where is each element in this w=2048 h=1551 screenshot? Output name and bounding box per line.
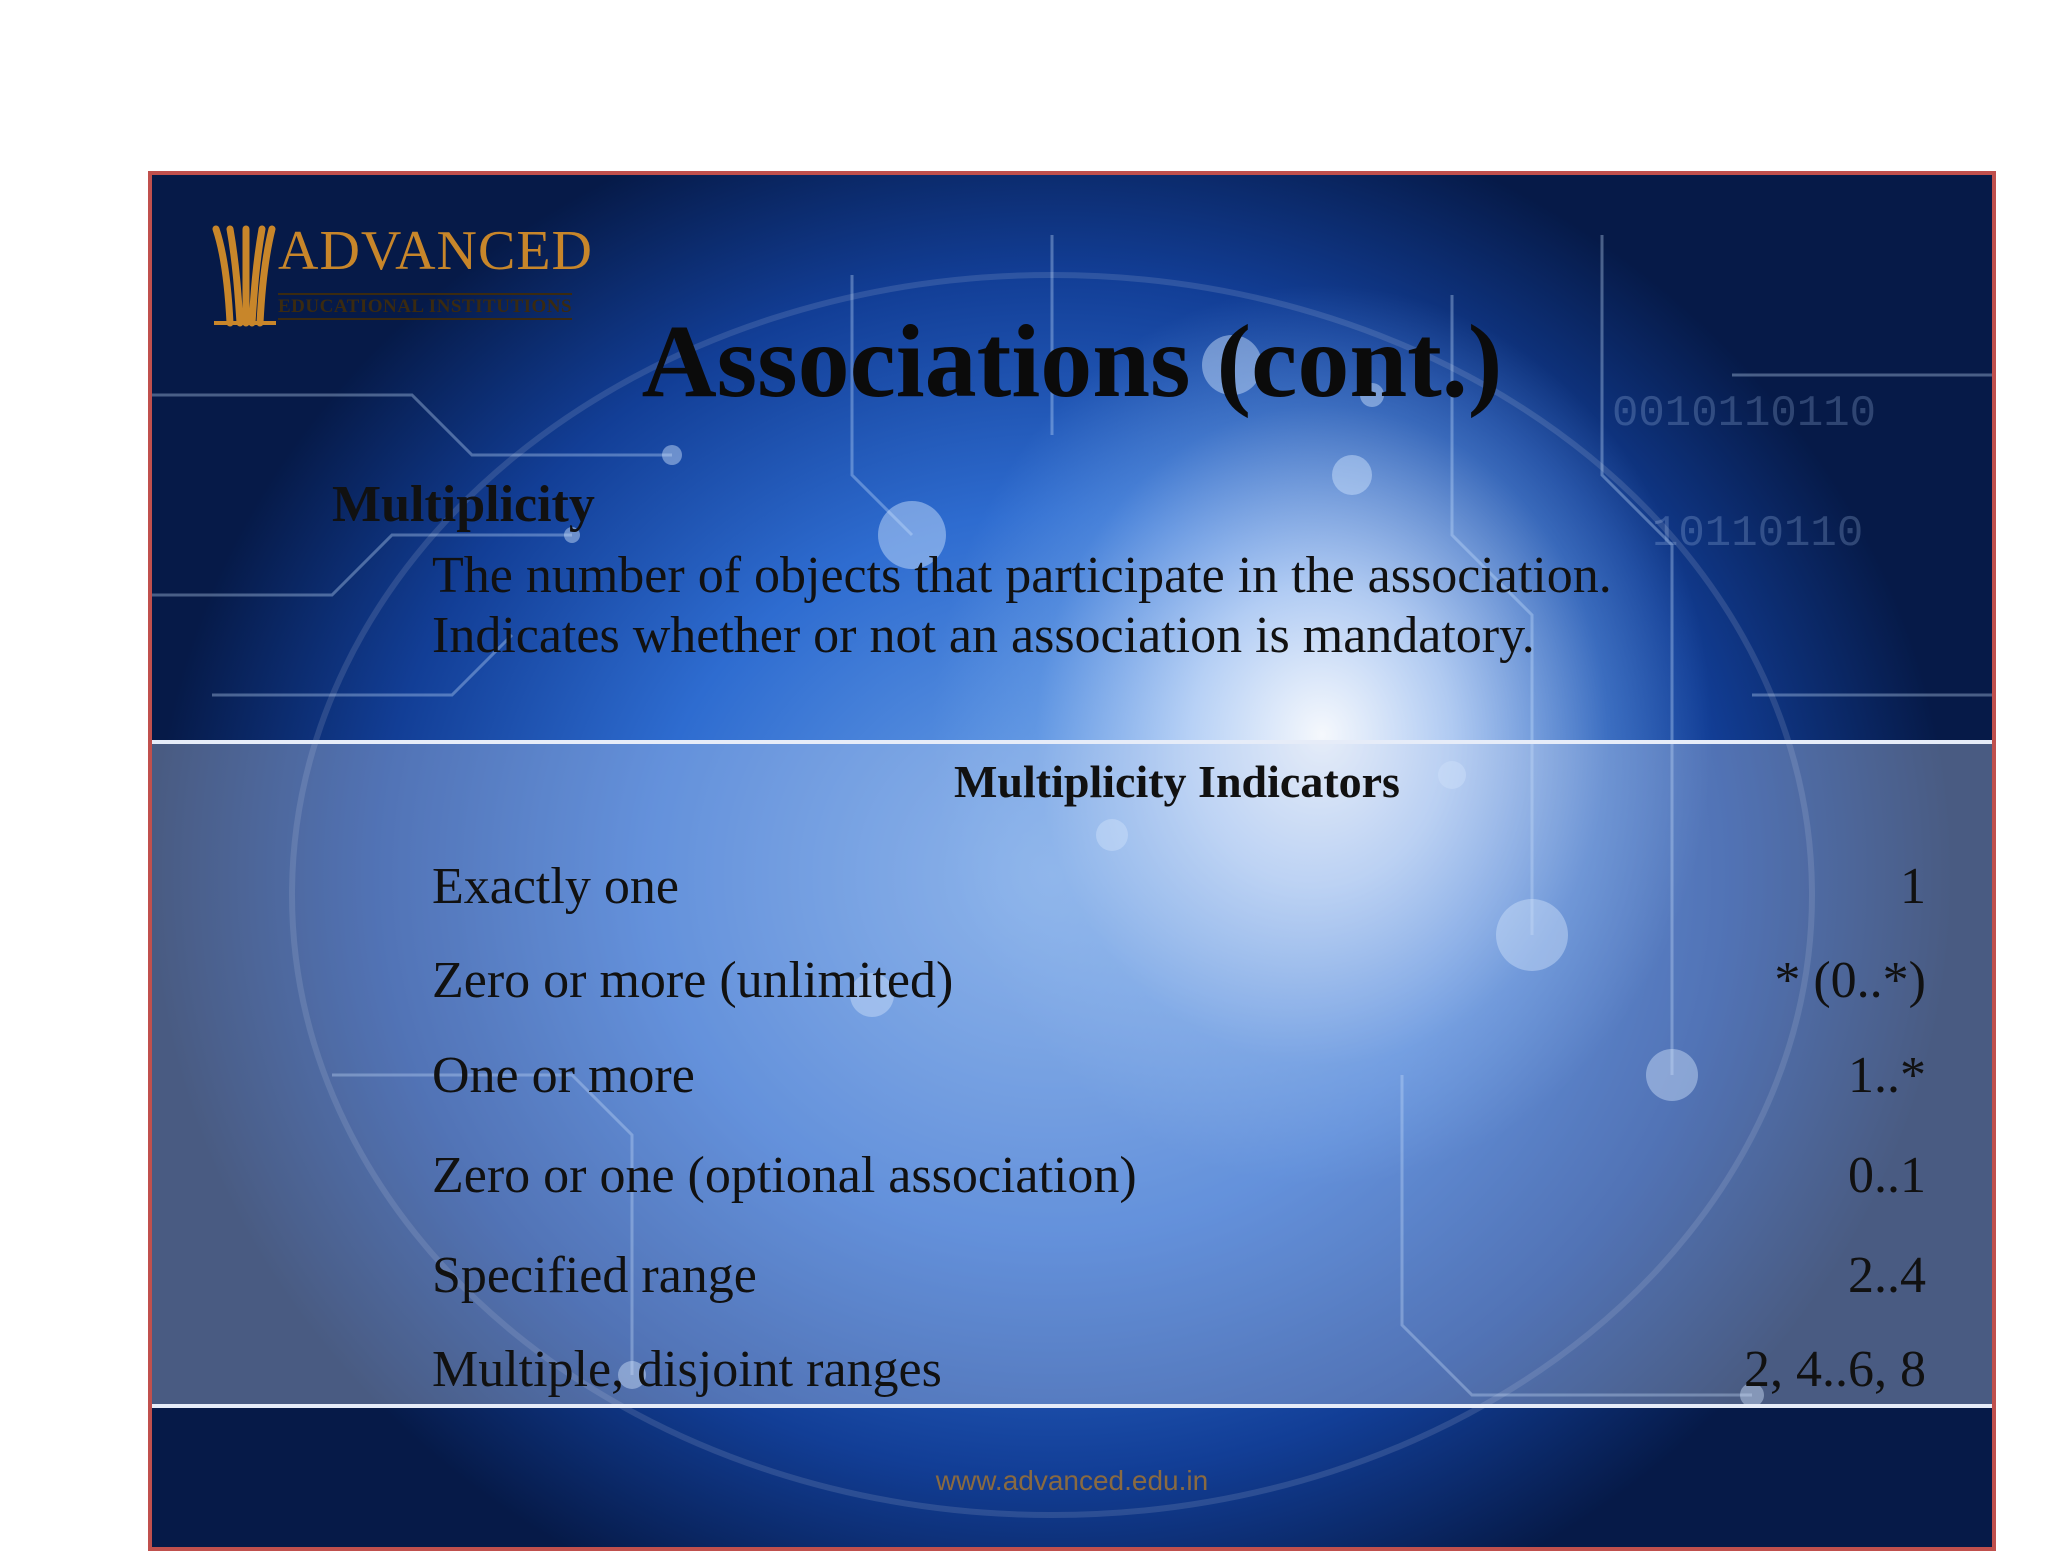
- row-label: Zero or one (optional association): [432, 1147, 1137, 1204]
- row-value: 2, 4..6, 8: [1744, 1341, 1926, 1398]
- row-label: One or more: [432, 1047, 695, 1104]
- row-label: Specified range: [432, 1247, 757, 1304]
- section-line: Indicates whether or not an association is mandatory.: [432, 607, 1535, 664]
- row-value: 2..4: [1848, 1247, 1926, 1304]
- table-band: [152, 740, 1992, 1408]
- logo-name: ADVANCED: [278, 220, 593, 282]
- row-label: Exactly one: [432, 858, 679, 915]
- logo-subtitle: EDUCATIONAL INSTITUTIONS: [278, 293, 572, 320]
- row-value: * (0..*): [1774, 952, 1926, 1009]
- table-heading: Multiplicity Indicators: [954, 756, 1400, 807]
- slide-title: Associations (cont.): [641, 304, 1503, 419]
- svg-text:10110110: 10110110: [1652, 509, 1864, 559]
- row-value: 1: [1900, 858, 1926, 915]
- row-label: Zero or more (unlimited): [432, 952, 954, 1009]
- row-label: Multiple, disjoint ranges: [432, 1341, 942, 1398]
- svg-text:0010110110: 0010110110: [1612, 389, 1877, 439]
- row-value: 1..*: [1848, 1047, 1926, 1104]
- slide: [148, 171, 1996, 1551]
- section-heading: Multiplicity: [332, 476, 595, 533]
- section-line: The number of objects that participate in the association.: [432, 547, 1612, 604]
- footer-url: www.advanced.edu.in: [935, 1465, 1209, 1496]
- row-value: 0..1: [1848, 1147, 1926, 1204]
